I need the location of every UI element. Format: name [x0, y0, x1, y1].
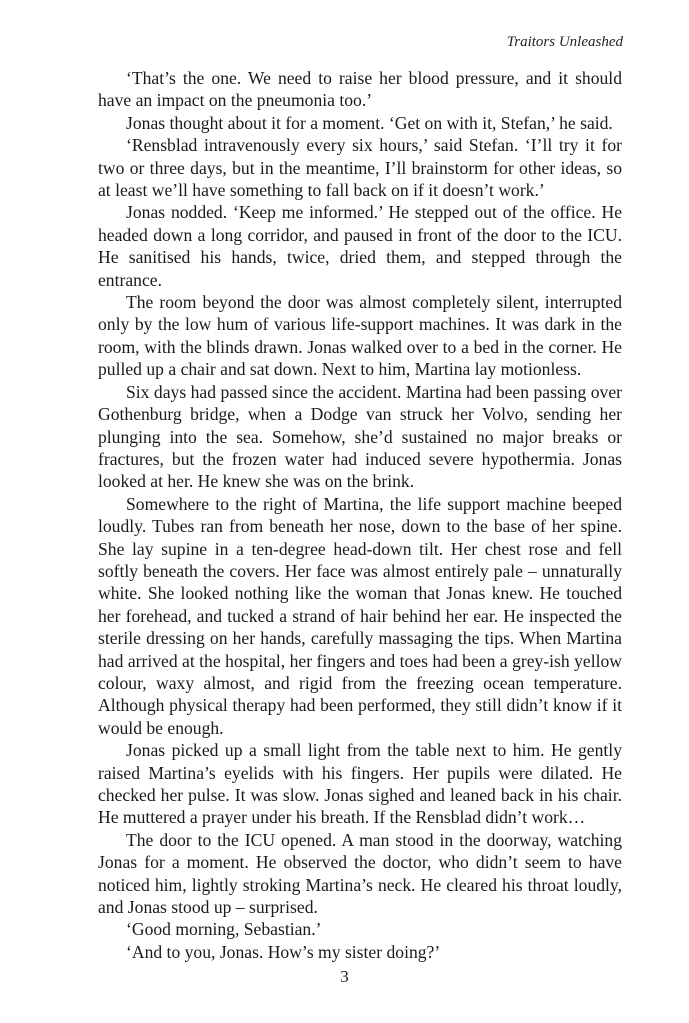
paragraph: Six days had passed since the accident. Martina had been passing over Gothenburg bridge, when a Dodge van struck her Volvo, sending her plunging into the sea. Somehow, she’d sustained no major breaks or fractures, but the frozen water had induced severe hypothermia. Jonas looked at her. He knew she was on the brink.: [98, 381, 622, 492]
paragraph: The room beyond the door was almost completely silent, interrupted only by the low hum of various life-support machines. It was dark in the room, with the blinds drawn. Jonas walked over to a bed in the corner. He pulled up a chair and sat down. Next to him, Martina lay motionless.: [98, 292, 622, 380]
paragraph: Jonas thought about it for a moment. ‘Get on with it, Stefan,’ he said.: [126, 112, 613, 133]
paragraph: Jonas nodded. ‘Keep me informed.’ He stepped out of the office. He headed down a long corridor, and paused in front of the door to the ICU. He sanitised his hands, twice, dried them, and stepped through the entrance.: [98, 202, 622, 290]
paragraph: Jonas picked up a small light from the table next to him. He gently raised Martina’s eyelids with his fingers. Her pupils were dilated. He checked her pulse. It was slow. Jonas sighed and leaned back in his chair. He muttered a prayer under his breath. If the Rensblad didn’t work…: [98, 740, 622, 828]
paragraph: ‘Rensblad intravenously every six hours,’ said Stefan. ‘I’ll try it for two or three days, but in the meantime, I’ll brainstorm for other ideas, so at least we’ll have something to fall back on if it doesn’t work.’: [98, 135, 622, 201]
paragraph: ‘That’s the one. We need to raise her blood pressure, and it should have an impact on the pneumonia too.’: [98, 68, 622, 111]
body-text: [98, 67, 622, 963]
paragraph: Somewhere to the right of Martina, the life support machine beeped loudly. Tubes ran from beneath her nose, down to the base of her spine. She lay supine in a ten-degree head-down tilt. Her chest rose and fell softly beneath the covers. Her face was almost entirely pale – unnaturally white. She looked nothing like the woman that Jonas knew. He touched her forehead, and tucked a strand of hair behind her ear. He inspected the sterile dressing on her hands, carefully massaging the tips. When Martina had arrived at the hospital, her fingers and toes had been a grey-ish yellow colour, waxy almost, and rigid from the freezing ocean temperature. Although physical therapy had been performed, they still didn’t know if it would be enough.: [98, 493, 622, 738]
page-number: 3: [340, 967, 349, 986]
paragraph: ‘Good morning, Sebastian.’: [126, 919, 322, 940]
running-head: Traitors Unleashed: [506, 34, 623, 50]
paragraph: The door to the ICU opened. A man stood in the doorway, watching Jonas for a moment. He observed the doctor, who didn’t seem to have noticed him, lightly stroking Martina’s neck. He cleared his throat loudly, and Jonas stood up – surprised.: [98, 829, 622, 918]
paragraph: ‘And to you, Jonas. How’s my sister doing?’: [126, 941, 441, 962]
